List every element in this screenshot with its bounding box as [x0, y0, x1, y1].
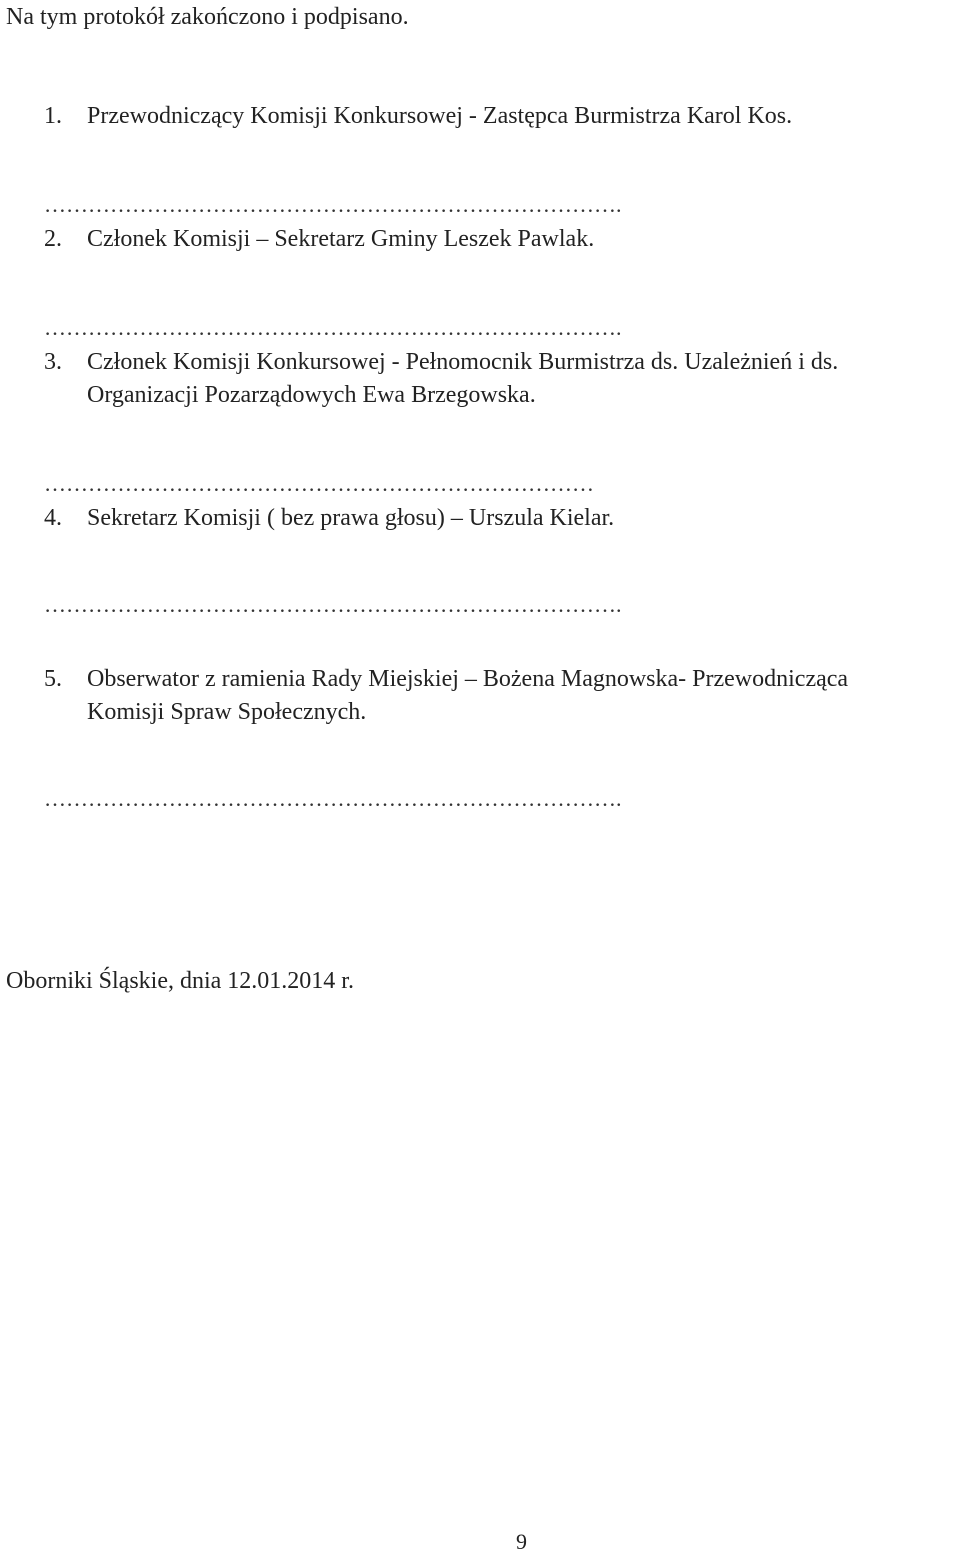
member-number: 4. — [44, 505, 62, 531]
signature-line: ……………………………………………………………………. — [44, 192, 622, 217]
closing-statement: Na tym protokół zakończono i podpisano. — [6, 4, 409, 30]
member-number: 1. — [44, 103, 62, 129]
signature-line: ……………………………………………………………………. — [44, 315, 622, 340]
member-text: Obserwator z ramienia Rady Miejskiej – Bożena Magnowska- Przewodnicząca — [87, 666, 849, 692]
member-number: 5. — [44, 666, 62, 692]
member-text: Przewodniczący Komisji Konkursowej - Zastępca Burmistrza Karol Kos. — [87, 103, 793, 129]
page-number: 9 — [516, 1529, 527, 1554]
signature-line: ………………………………………………………………… — [44, 471, 594, 496]
member-number: 3. — [44, 349, 62, 375]
member-text: Komisji Spraw Społecznych. — [87, 699, 367, 725]
member-text: Członek Komisji Konkursowej - Pełnomocnik Burmistrza ds. Uzależnień i ds. — [87, 349, 839, 375]
place-and-date: Oborniki Śląskie, dnia 12.01.2014 r. — [6, 968, 354, 994]
member-text: Członek Komisji – Sekretarz Gminy Leszek Pawlak. — [87, 226, 595, 252]
member-text: Organizacji Pozarządowych Ewa Brzegowska. — [87, 382, 536, 408]
member-text: Sekretarz Komisji ( bez prawa głosu) – Urszula Kielar. — [87, 505, 615, 531]
signature-line: ……………………………………………………………………. — [44, 786, 622, 811]
member-number: 2. — [44, 226, 62, 252]
signature-line: ……………………………………………………………………. — [44, 592, 622, 617]
